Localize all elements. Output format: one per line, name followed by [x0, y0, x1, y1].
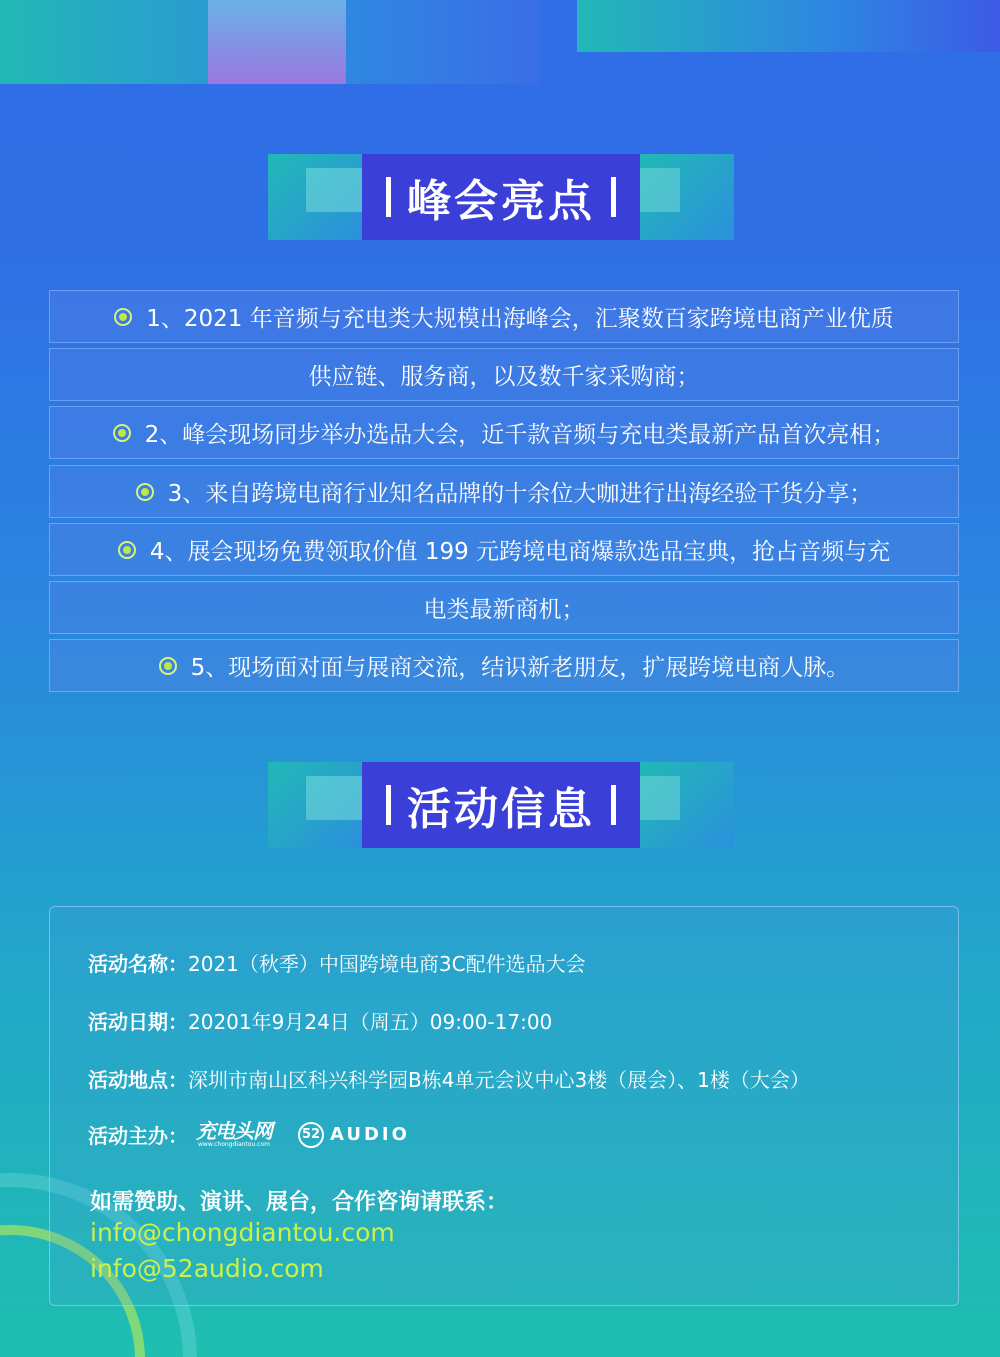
chongdiantou-logo [196, 1121, 272, 1148]
highlights-title-group [268, 154, 734, 240]
title-bar-right [611, 785, 616, 825]
top-right-deco-block [577, 0, 1000, 52]
highlight-row [49, 523, 959, 576]
highlight-row [49, 406, 959, 459]
highlight-text: 4、展会现场免费领取价值 199 元跨境电商爆款选品宝典，抢占音频与充 [149, 539, 891, 565]
highlight-text: 3、来自跨境电商行业知名品牌的十余位大咖进行出海经验干货分享； [167, 481, 873, 507]
event-date-line [88, 1006, 552, 1035]
chongdiantou-logo-text: 充电头网 [196, 1119, 272, 1143]
email-chongdiantou[interactable]: info@chongdiantou.com [90, 1218, 395, 1247]
event-name-line [88, 948, 586, 977]
52audio-logo [298, 1122, 410, 1148]
event-place-line [88, 1064, 810, 1093]
title-deco-right-inner [640, 776, 680, 820]
highlight-row [49, 465, 959, 518]
contact-text: 如需赞助、演讲、展台，合作咨询请联系： [90, 1190, 509, 1215]
bullet-icon [113, 424, 131, 442]
highlight-text: 供应链、服务商，以及数千家采购商； [308, 364, 700, 390]
52audio-logo-text: AUDIO [330, 1124, 410, 1145]
event-date-value: 20201年9月24日（周五）09:00-17:00 [188, 1010, 553, 1034]
highlight-row [49, 290, 959, 343]
event-name-value: 2021（秋季）中国跨境电商3C配件选品大会 [188, 952, 586, 976]
title-bar-left [386, 785, 391, 825]
event-host-key: 活动主办： [88, 1124, 188, 1148]
bullet-icon [136, 483, 154, 501]
highlights-title [362, 154, 640, 240]
title-deco-left-inner [306, 776, 362, 820]
bullet-icon [118, 541, 136, 559]
bullet-icon [114, 308, 132, 326]
52audio-logo-mark: 52 [298, 1122, 324, 1148]
event-date-key: 活动日期： [88, 1010, 188, 1034]
email-52audio[interactable]: info@52audio.com [90, 1254, 324, 1283]
event-place-value: 深圳市南山区科兴科学园B栋4单元会议中心3楼（展会）、1楼（大会） [188, 1068, 810, 1092]
event-name-key: 活动名称： [88, 952, 188, 976]
title-deco-right-inner [640, 168, 680, 212]
highlight-text: 1、2021 年音频与充电类大规模出海峰会，汇聚数百家跨境电商产业优质 [146, 306, 894, 332]
bullet-icon [159, 657, 177, 675]
highlight-text: 5、现场面对面与展商交流，结识新老朋友，扩展跨境电商人脉。 [190, 655, 850, 681]
event-host-line [88, 1120, 410, 1149]
top-left-deco-accent [208, 0, 346, 84]
title-bar-left [386, 177, 391, 217]
highlights-title-text: 峰会亮点 [407, 176, 595, 227]
event-title-text: 活动信息 [407, 784, 595, 835]
event-title-group [268, 762, 734, 848]
event-place-key: 活动地点： [88, 1068, 188, 1092]
highlight-row [49, 639, 959, 692]
highlight-row [49, 581, 959, 634]
highlight-text: 2、峰会现场同步举办选品大会，近千款音频与充电类最新产品首次亮相； [144, 422, 896, 448]
chongdiantou-logo-sub: www.chongdiantou.com [198, 1141, 270, 1148]
title-bar-right [611, 177, 616, 217]
highlight-text: 电类最新商机； [423, 597, 585, 623]
highlight-row [49, 348, 959, 401]
title-deco-left-inner [306, 168, 362, 212]
event-title [362, 762, 640, 848]
